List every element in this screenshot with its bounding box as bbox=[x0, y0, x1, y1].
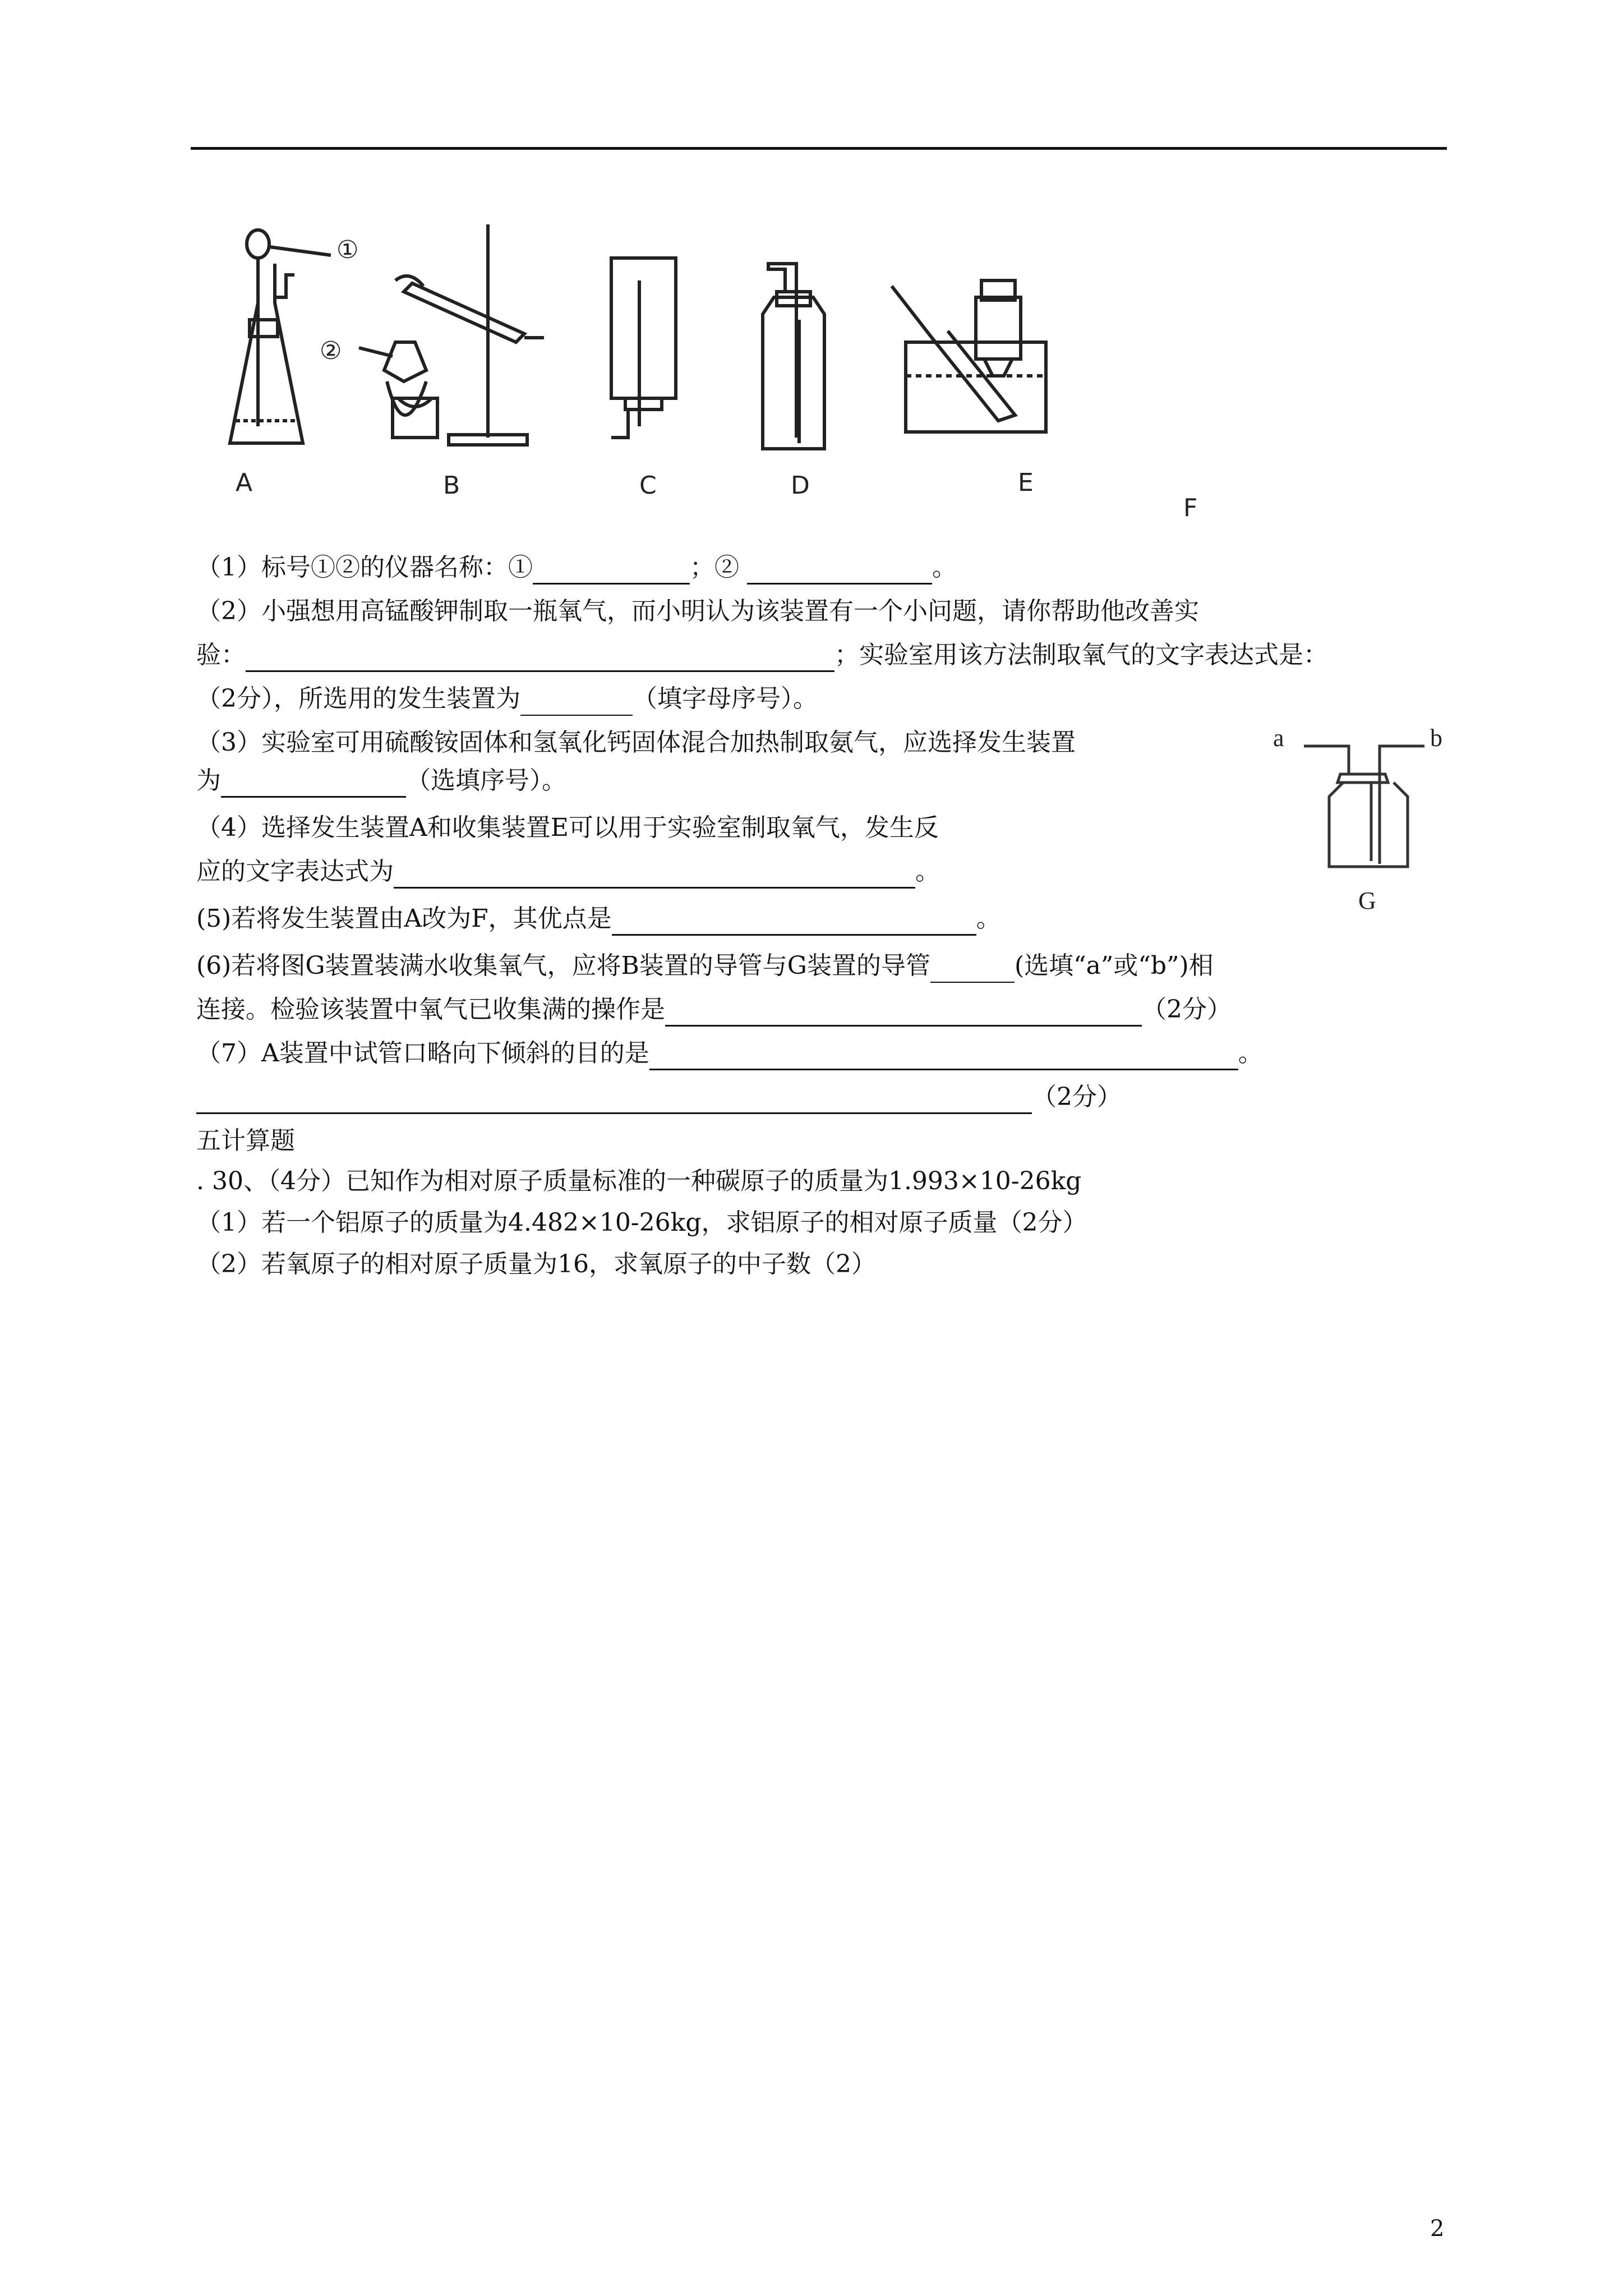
q4-line2-suffix: 。 bbox=[915, 857, 940, 886]
question-2-line-2 bbox=[196, 638, 1328, 672]
question-1 bbox=[196, 551, 957, 585]
apparatus-drawing bbox=[202, 213, 1492, 527]
apparatus-e-drawing bbox=[892, 280, 1046, 432]
question-6-line-1 bbox=[196, 949, 1214, 983]
q7-line2-suffix: （2分） bbox=[1032, 1083, 1122, 1111]
q6-line2-prefix: 连接。检验该装置中氧气已收集满的操作是 bbox=[196, 995, 665, 1024]
question-4-line-1: （4）选择发生装置A和收集装置E可以用于实验室制取氧气，发生反 bbox=[196, 813, 939, 842]
q1-blank-1[interactable] bbox=[533, 557, 690, 585]
q6-blank-check[interactable] bbox=[665, 999, 1142, 1027]
question-5 bbox=[196, 902, 1001, 936]
q7-suffix: 。 bbox=[1238, 1039, 1263, 1068]
q5-blank[interactable] bbox=[612, 908, 976, 936]
question-6-line-2 bbox=[196, 993, 1232, 1027]
marker-2: ② bbox=[320, 337, 342, 365]
label-e: E bbox=[1018, 468, 1034, 497]
label-b: B bbox=[443, 471, 460, 500]
apparatus-figure bbox=[202, 213, 1492, 527]
question-30-sub-2: （2）若氧原子的相对原子质量为16，求氧原子的中子数（2） bbox=[196, 1250, 876, 1278]
q1-end: 。 bbox=[932, 553, 957, 582]
q1-mid: ；② bbox=[690, 553, 739, 582]
q3-blank[interactable] bbox=[221, 770, 406, 798]
question-2-line-3 bbox=[196, 682, 818, 716]
g-label-a: a bbox=[1273, 724, 1284, 752]
label-f: F bbox=[1183, 494, 1198, 522]
g-label-g: G bbox=[1358, 887, 1376, 914]
q3-line2-suffix: （选填序号）。 bbox=[406, 766, 566, 795]
q7-blank-1[interactable] bbox=[649, 1043, 1238, 1070]
question-4-line-2 bbox=[196, 855, 940, 889]
marker-1: ① bbox=[336, 236, 359, 264]
g-label-b: b bbox=[1430, 724, 1442, 752]
q1-prefix: （1）标号①②的仪器名称：① bbox=[196, 553, 533, 582]
q2-line2-suffix: ；实验室用该方法制取氧气的文字表达式是： bbox=[834, 641, 1328, 669]
apparatus-g-drawing bbox=[1273, 724, 1458, 892]
apparatus-b-drawing bbox=[359, 224, 544, 445]
q2-blank-improve[interactable] bbox=[246, 645, 834, 672]
question-7-line-2 bbox=[196, 1080, 1122, 1114]
q7-blank-2[interactable] bbox=[196, 1087, 1032, 1114]
q4-blank[interactable] bbox=[394, 861, 915, 889]
q2-line3-prefix: （2分），所选用的发生装置为 bbox=[196, 684, 520, 713]
apparatus-c-drawing bbox=[611, 258, 676, 438]
apparatus-g-figure bbox=[1273, 724, 1458, 926]
apparatus-d-drawing bbox=[763, 264, 824, 449]
q2-line3-suffix: （填字母序号）。 bbox=[633, 684, 818, 713]
q5-suffix: 。 bbox=[976, 904, 1001, 933]
question-3-line-1: （3）实验室可用硫酸铵固体和氢氧化钙固体混合加热制取氨气，应选择发生装置 bbox=[196, 728, 1076, 757]
section-5-title: 五计算题 bbox=[196, 1126, 295, 1155]
question-30-sub-1: （1）若一个铝原子的质量为4.482×10-26kg，求铝原子的相对原子质量（2分） bbox=[196, 1208, 1087, 1237]
question-3-line-2 bbox=[196, 764, 566, 798]
q6-line1-prefix: (6)若将图G装置装满水收集氧气，应将B装置的导管与G装置的导管 bbox=[196, 951, 930, 980]
page-number: 2 bbox=[1430, 2216, 1445, 2242]
label-c: C bbox=[639, 471, 657, 500]
question-30-intro: . 30、（4分）已知作为相对原子质量标准的一种碳原子的质量为1.993×10-26kg bbox=[196, 1167, 1082, 1195]
q4-line2-prefix: 应的文字表达式为 bbox=[196, 857, 394, 886]
question-7-line-1 bbox=[196, 1037, 1263, 1070]
apparatus-a-drawing bbox=[230, 230, 331, 443]
q2-blank-device[interactable] bbox=[520, 689, 633, 716]
q6-blank-tube[interactable] bbox=[930, 956, 1015, 983]
q5-prefix: (5)若将发生装置由A改为F，其优点是 bbox=[196, 904, 612, 933]
q2-line2-prefix: 验： bbox=[196, 641, 246, 669]
q6-line2-suffix: （2分） bbox=[1142, 995, 1232, 1024]
header-rule bbox=[191, 147, 1447, 150]
q1-blank-2[interactable] bbox=[747, 557, 932, 585]
label-d: D bbox=[791, 471, 810, 500]
q7-prefix: （7）A装置中试管口略向下倾斜的目的是 bbox=[196, 1039, 649, 1068]
q3-line2-prefix: 为 bbox=[196, 766, 221, 795]
label-a: A bbox=[236, 468, 253, 497]
question-2-line-1: （2）小强想用高锰酸钾制取一瓶氧气，而小明认为该装置有一个小问题，请你帮助他改善实 bbox=[196, 597, 1199, 625]
q6-line1-suffix: (选填“a”或“b”)相 bbox=[1014, 951, 1214, 980]
